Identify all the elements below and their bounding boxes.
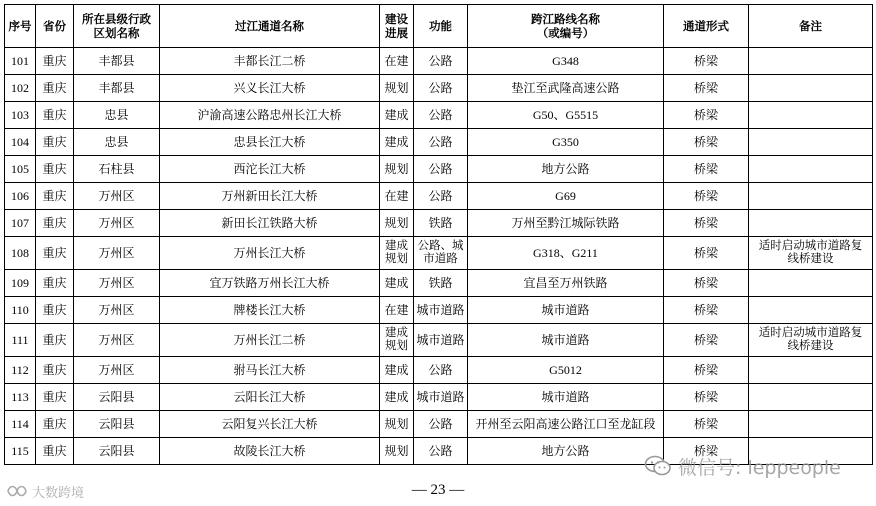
cell-county: 万州区 <box>74 324 160 357</box>
cell-progress: 建成 <box>380 384 414 411</box>
cell-remark: 适时启动城市道路复 线桥建设 <box>749 237 873 270</box>
cell-serial-number: 110 <box>5 297 36 324</box>
cell-function: 铁路 <box>414 270 468 297</box>
column-header: 序号 <box>5 5 36 48</box>
table-body <box>5 48 873 465</box>
cell-county: 云阳县 <box>74 384 160 411</box>
cell-province: 重庆 <box>36 324 74 357</box>
wechat-icon <box>644 455 672 477</box>
cell-crossing-name: 牌楼长江大桥 <box>160 297 380 324</box>
cell-remark <box>749 102 873 129</box>
cell-function: 公路 <box>414 183 468 210</box>
cell-remark <box>749 156 873 183</box>
table-row <box>5 129 873 156</box>
cell-function: 公路 <box>414 102 468 129</box>
cell-crossing-form: 桥梁 <box>664 384 749 411</box>
cell-route-name: G69 <box>468 183 664 210</box>
table-row <box>5 411 873 438</box>
column-header: 功能 <box>414 5 468 48</box>
cell-crossing-name: 云阳长江大桥 <box>160 384 380 411</box>
cell-crossing-form: 桥梁 <box>664 270 749 297</box>
cell-progress: 在建 <box>380 183 414 210</box>
page-number: — 23 — <box>411 482 465 498</box>
cell-function: 公路 <box>414 357 468 384</box>
cell-remark <box>749 411 873 438</box>
cell-progress: 规划 <box>380 210 414 237</box>
cell-serial-number: 104 <box>5 129 36 156</box>
cell-remark <box>749 210 873 237</box>
cell-serial-number: 102 <box>5 75 36 102</box>
cell-crossing-name: 沪渝高速公路忠州长江大桥 <box>160 102 380 129</box>
cell-serial-number: 113 <box>5 384 36 411</box>
table-row <box>5 156 873 183</box>
cell-county: 云阳县 <box>74 438 160 465</box>
cell-serial-number: 111 <box>5 324 36 357</box>
cell-serial-number: 106 <box>5 183 36 210</box>
table-row <box>5 237 873 270</box>
column-header: 省份 <box>36 5 74 48</box>
cell-crossing-form: 桥梁 <box>664 102 749 129</box>
table-row <box>5 270 873 297</box>
cell-crossing-name: 西沱长江大桥 <box>160 156 380 183</box>
cell-function: 公路 <box>414 411 468 438</box>
cell-remark <box>749 75 873 102</box>
crossing-table <box>4 4 873 465</box>
cell-province: 重庆 <box>36 411 74 438</box>
cell-county: 万州区 <box>74 357 160 384</box>
cell-progress: 建成 <box>380 357 414 384</box>
cell-route-name: 地方公路 <box>468 438 664 465</box>
cell-remark: 适时启动城市道路复 线桥建设 <box>749 324 873 357</box>
column-header: 建设 进展 <box>380 5 414 48</box>
cell-route-name: G348 <box>468 48 664 75</box>
table-row <box>5 297 873 324</box>
cell-progress: 规划 <box>380 75 414 102</box>
cell-serial-number: 107 <box>5 210 36 237</box>
cell-crossing-name: 云阳复兴长江大桥 <box>160 411 380 438</box>
cell-province: 重庆 <box>36 48 74 75</box>
cell-crossing-name: 兴义长江大桥 <box>160 75 380 102</box>
cell-province: 重庆 <box>36 210 74 237</box>
cell-county: 忠县 <box>74 102 160 129</box>
table-row <box>5 183 873 210</box>
cell-route-name: G5012 <box>468 357 664 384</box>
cell-function: 公路 <box>414 75 468 102</box>
cell-remark <box>749 48 873 75</box>
cell-province: 重庆 <box>36 297 74 324</box>
cell-crossing-form: 桥梁 <box>664 210 749 237</box>
column-header: 所在县级行政 区划名称 <box>74 5 160 48</box>
cell-function: 公路、城 市道路 <box>414 237 468 270</box>
cell-remark <box>749 297 873 324</box>
cell-route-name: 城市道路 <box>468 297 664 324</box>
cell-remark <box>749 270 873 297</box>
cell-progress: 建成 <box>380 102 414 129</box>
table-row <box>5 324 873 357</box>
cell-route-name: 地方公路 <box>468 156 664 183</box>
cell-crossing-form: 桥梁 <box>664 357 749 384</box>
table-row <box>5 48 873 75</box>
column-header: 通道形式 <box>664 5 749 48</box>
cell-province: 重庆 <box>36 75 74 102</box>
cell-function: 公路 <box>414 48 468 75</box>
cell-serial-number: 105 <box>5 156 36 183</box>
cell-remark <box>749 183 873 210</box>
brand-watermark-text: 大数跨境 <box>32 485 85 501</box>
cell-crossing-name: 忠县长江大桥 <box>160 129 380 156</box>
cell-crossing-name: 丰都长江二桥 <box>160 48 380 75</box>
cell-function: 公路 <box>414 438 468 465</box>
cell-county: 万州区 <box>74 210 160 237</box>
cell-county: 万州区 <box>74 270 160 297</box>
wechat-watermark <box>644 454 841 478</box>
cell-province: 重庆 <box>36 357 74 384</box>
cell-progress: 在建 <box>380 297 414 324</box>
cell-crossing-name: 新田长江铁路大桥 <box>160 210 380 237</box>
cell-function: 公路 <box>414 129 468 156</box>
cell-crossing-name: 驸马长江大桥 <box>160 357 380 384</box>
cell-province: 重庆 <box>36 129 74 156</box>
cell-crossing-form: 桥梁 <box>664 411 749 438</box>
column-header: 跨江路线名称 （或编号） <box>468 5 664 48</box>
cell-serial-number: 108 <box>5 237 36 270</box>
cell-serial-number: 114 <box>5 411 36 438</box>
cell-county: 云阳县 <box>74 411 160 438</box>
document-sheet <box>4 4 872 465</box>
cell-progress: 建成 规划 <box>380 324 414 357</box>
cell-function: 城市道路 <box>414 297 468 324</box>
cell-province: 重庆 <box>36 102 74 129</box>
table-header-row <box>5 5 873 48</box>
cell-crossing-form: 桥梁 <box>664 75 749 102</box>
cell-progress: 规划 <box>380 411 414 438</box>
table-row <box>5 210 873 237</box>
cell-crossing-form: 桥梁 <box>664 156 749 183</box>
table-row <box>5 384 873 411</box>
cell-function: 公路 <box>414 156 468 183</box>
cell-county: 万州区 <box>74 237 160 270</box>
table-row <box>5 102 873 129</box>
cell-remark <box>749 384 873 411</box>
cell-route-name: 宜昌至万州铁路 <box>468 270 664 297</box>
cell-province: 重庆 <box>36 270 74 297</box>
cell-serial-number: 109 <box>5 270 36 297</box>
cell-function: 铁路 <box>414 210 468 237</box>
cell-route-name: G318、G211 <box>468 237 664 270</box>
cell-province: 重庆 <box>36 237 74 270</box>
cell-province: 重庆 <box>36 156 74 183</box>
cell-county: 丰都县 <box>74 75 160 102</box>
cell-progress: 建成 <box>380 270 414 297</box>
cell-route-name: 垫江至武隆高速公路 <box>468 75 664 102</box>
cell-province: 重庆 <box>36 183 74 210</box>
cell-progress: 在建 <box>380 48 414 75</box>
cell-crossing-form: 桥梁 <box>664 324 749 357</box>
cell-crossing-form: 桥梁 <box>664 48 749 75</box>
cell-serial-number: 115 <box>5 438 36 465</box>
wechat-watermark-text: 微信号: leppeople <box>678 456 841 479</box>
cell-crossing-name: 宜万铁路万州长江大桥 <box>160 270 380 297</box>
cell-crossing-name: 万州长江二桥 <box>160 324 380 357</box>
column-header: 过江通道名称 <box>160 5 380 48</box>
cell-route-name: G350 <box>468 129 664 156</box>
cell-route-name: G50、G5515 <box>468 102 664 129</box>
cell-route-name: 城市道路 <box>468 384 664 411</box>
table-row <box>5 75 873 102</box>
cell-progress: 规划 <box>380 156 414 183</box>
cell-county: 万州区 <box>74 297 160 324</box>
cell-province: 重庆 <box>36 438 74 465</box>
cell-crossing-name: 万州新田长江大桥 <box>160 183 380 210</box>
cell-crossing-name: 故陵长江大桥 <box>160 438 380 465</box>
cell-remark <box>749 129 873 156</box>
cell-progress: 建成 <box>380 129 414 156</box>
cell-function: 城市道路 <box>414 324 468 357</box>
cell-crossing-form: 桥梁 <box>664 129 749 156</box>
cell-crossing-form: 桥梁 <box>664 183 749 210</box>
cell-remark <box>749 357 873 384</box>
cell-serial-number: 112 <box>5 357 36 384</box>
cell-progress: 规划 <box>380 438 414 465</box>
cell-county: 石柱县 <box>74 156 160 183</box>
cell-county: 忠县 <box>74 129 160 156</box>
cell-route-name: 开州至云阳高速公路江口至龙缸段 <box>468 411 664 438</box>
cell-crossing-form: 桥梁 <box>664 237 749 270</box>
cell-county: 万州区 <box>74 183 160 210</box>
cell-serial-number: 101 <box>5 48 36 75</box>
cell-route-name: 城市道路 <box>468 324 664 357</box>
cell-progress: 建成 规划 <box>380 237 414 270</box>
cell-function: 城市道路 <box>414 384 468 411</box>
column-header: 备注 <box>749 5 873 48</box>
cell-crossing-form: 桥梁 <box>664 438 749 465</box>
cell-crossing-form: 桥梁 <box>664 297 749 324</box>
cell-route-name: 万州至黔江城际铁路 <box>468 210 664 237</box>
cell-crossing-name: 万州长江大桥 <box>160 237 380 270</box>
cell-province: 重庆 <box>36 384 74 411</box>
cell-serial-number: 103 <box>5 102 36 129</box>
cell-county: 丰都县 <box>74 48 160 75</box>
table-row <box>5 357 873 384</box>
